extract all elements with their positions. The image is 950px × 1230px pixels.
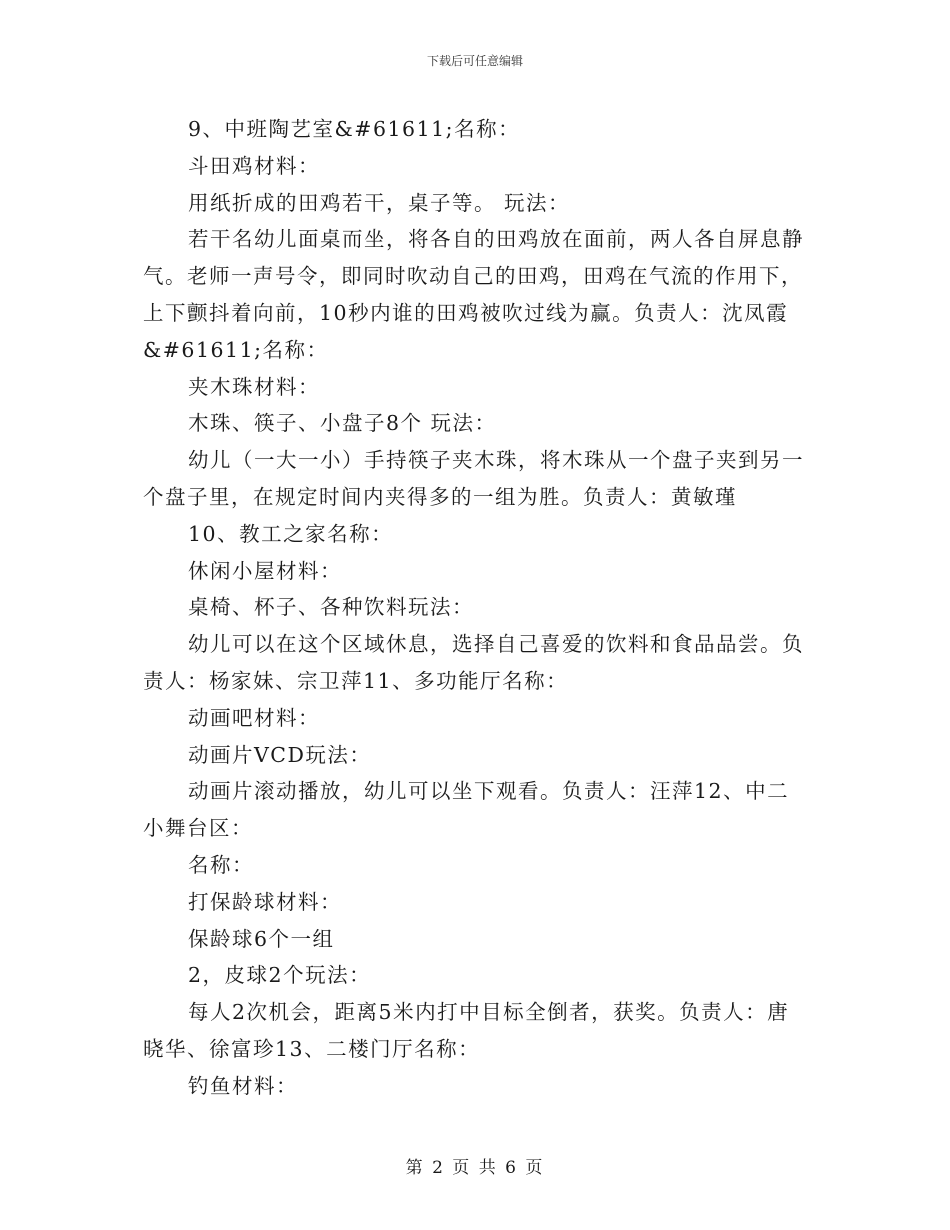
paragraph: 2，皮球2个玩法：: [188, 963, 372, 988]
paragraph: 每人2次机会，距离5米内打中目标全倒者，获奖。负责人：唐晓华、徐富珍13、二楼门厅名称：: [143, 1000, 790, 1061]
page-footer: 第 2 页 共 6 页: [405, 1158, 545, 1178]
paragraph: 9、中班陶艺室&#61611;名称：: [188, 117, 521, 141]
paragraph: 保龄球6个一组: [188, 926, 335, 951]
document-body: [143, 111, 807, 1105]
paragraph: 打保龄球材料：: [188, 889, 342, 914]
paragraph: 幼儿可以在这个区域休息，选择自己喜爱的饮料和食品品尝。负责人：杨家妹、宗卫萍11、多功能厅名称：: [143, 632, 804, 693]
paragraph: 幼儿（一大一小）手持筷子夹木珠，将木珠从一个盘子夹到另一个盘子里，在规定时间内夹得多的一组为胜。负责人：黄敏瑾: [143, 448, 804, 509]
paragraph: 桌椅、杯子、各种饮料玩法：: [188, 595, 474, 620]
paragraph: 10、教工之家名称：: [188, 521, 394, 546]
paragraph: 动画片VCD玩法：: [188, 742, 372, 767]
paragraph: 木珠、筷子、小盘子8个 玩法：: [188, 411, 497, 436]
page-header: 下载后可任意编辑: [426, 54, 523, 68]
paragraph: 钓鱼材料：: [188, 1073, 298, 1098]
paragraph: 斗田鸡材料：: [188, 153, 320, 178]
paragraph: 夹木珠材料：: [188, 374, 320, 399]
paragraph: 用纸折成的田鸡若干，桌子等。 玩法：: [188, 190, 571, 215]
paragraph: 若干名幼儿面桌而坐，将各自的田鸡放在面前，两人各自屏息静气。老师一声号令，即同时吹动自己的田鸡，田鸡在气流的作用下，上下颤抖着向前，10秒内谁的田鸡被吹过线为赢。负责人：沈凤霞&#61611;名称：: [143, 227, 804, 362]
paragraph: 动画吧材料：: [188, 705, 320, 730]
paragraph: 名称：: [188, 852, 254, 877]
paragraph: 动画片滚动播放，幼儿可以坐下观看。负责人：汪萍12、中二小舞台区：: [143, 779, 790, 841]
paragraph: 休闲小屋材料：: [188, 558, 342, 583]
